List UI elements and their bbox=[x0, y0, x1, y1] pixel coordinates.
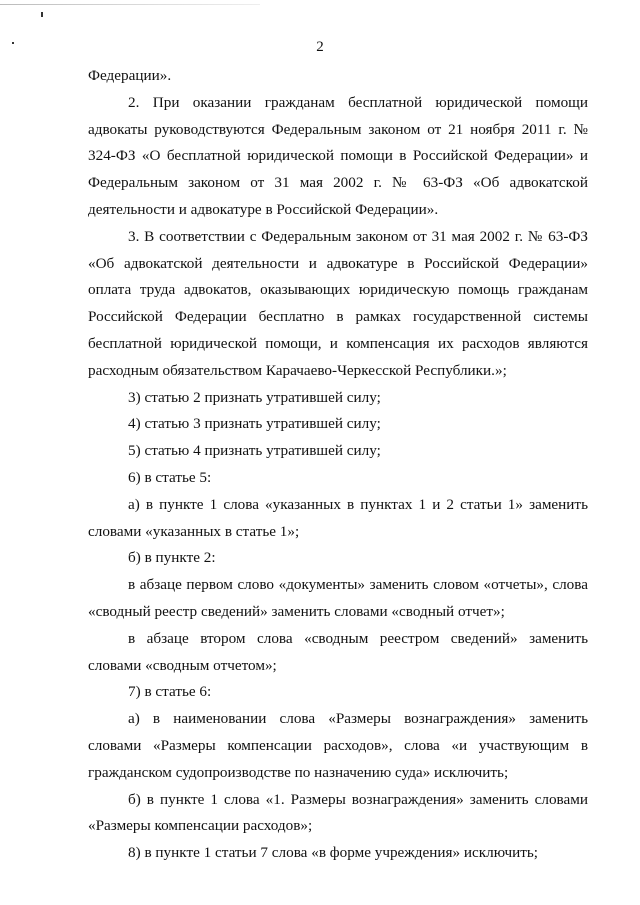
paragraph: 6) в статье 5: bbox=[128, 468, 212, 486]
paragraph: а) в пункте 1 слова «указанных в пунктах 1 и 2 статьи 1» заменить словами «указанных в статье 1»; bbox=[88, 495, 588, 540]
paragraph: Федерации». bbox=[88, 67, 172, 84]
paragraph: 7) в статье 6: bbox=[128, 683, 212, 701]
paragraph: в абзаце втором слова «сводным реестром сведений» заменить словами «сводным отчетом»; bbox=[88, 629, 588, 674]
scan-mark bbox=[41, 12, 43, 17]
paragraph: б) в пункте 2: bbox=[128, 549, 216, 567]
scan-top-rule bbox=[0, 4, 260, 5]
document-body bbox=[88, 63, 588, 867]
paragraph: 5) статью 4 признать утратившей силу; bbox=[128, 442, 381, 460]
paragraph: б) в пункте 1 слова «1. Размеры вознаграждения» заменить словами «Размеры компенсации расходов»; bbox=[88, 790, 588, 835]
paragraph: 3) статью 2 признать утратившей силу; bbox=[128, 388, 381, 406]
page-number: 2 bbox=[316, 39, 324, 55]
paragraph: 8) в пункте 1 статьи 7 слова «в форме учреждения» исключить; bbox=[128, 844, 539, 862]
paragraph: 2. При оказании гражданам бесплатной юридической помощи адвокаты руководствуются Федеральным законом от 21 ноября 2011 г. № 324-ФЗ «О бесплатной юридической помощи в Российской Федерации» и Федеральным законом от 31 мая 2002 г. № 63-ФЗ «Об адвокатской деятельности и адвокатуре в Российской Федерации». bbox=[88, 93, 588, 218]
paragraph: 4) статью 3 признать утратившей силу; bbox=[128, 415, 381, 433]
paragraph: а) в наименовании слова «Размеры вознаграждения» заменить словами «Размеры компенсации расходов», слова «и участвующим в гражданском судопроизводстве по назначению суда» исключить; bbox=[88, 710, 588, 781]
paragraph: 3. В соответствии с Федеральным законом от 31 мая 2002 г. № 63-ФЗ «Об адвокатской деятельности и адвокатуре в Российской Федерации» оплата труда адвокатов, оказывающих юридическую помощь гражданам Российской Федерации бесплатно в рамках государственной системы бесплатной юридической помощи, и компенсация их расходов являются расходным обязательством Карачаево-Черкесской Республики.»; bbox=[88, 227, 588, 379]
paragraph: в абзаце первом слово «документы» заменить словом «отчеты», слова «сводный реестр сведений» заменить словами «сводный отчет»; bbox=[88, 576, 588, 620]
